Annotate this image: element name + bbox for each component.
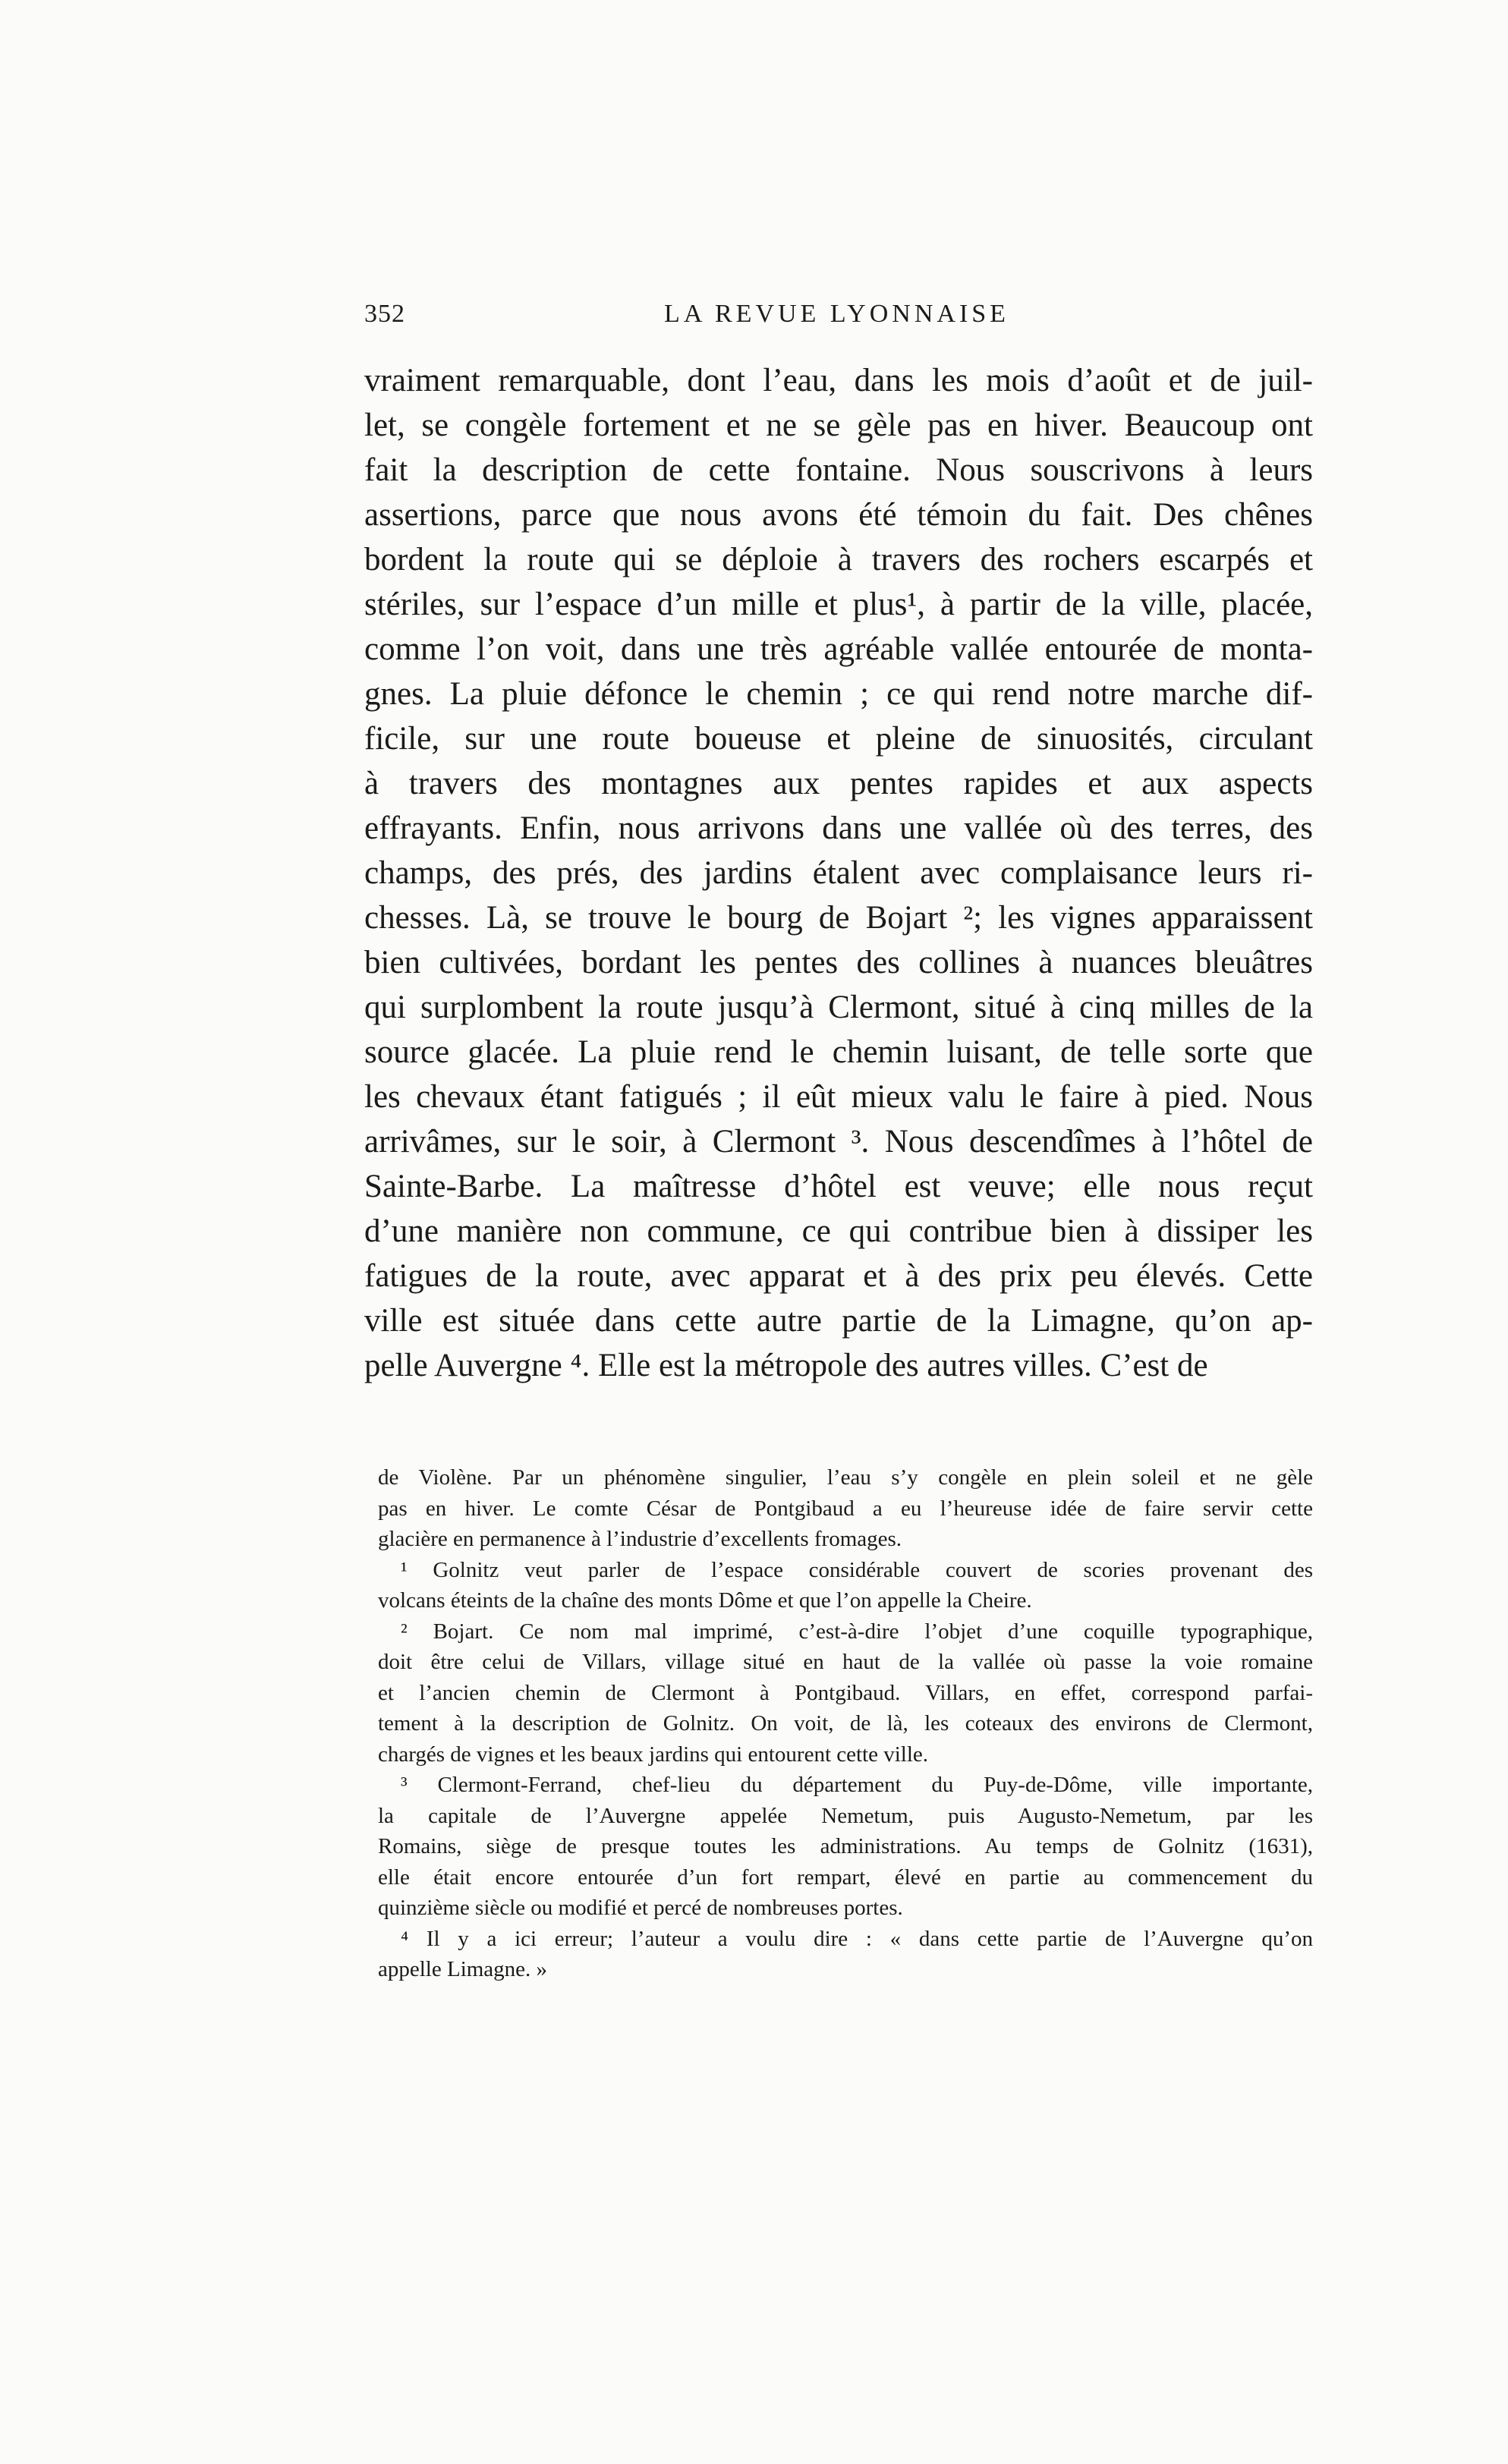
body-line: effrayants. Enfin, nous arrivons dans une vallée où des terres, des [364, 810, 1313, 846]
body-line: fatigues de la route, avec apparat et à des prix peu élevés. Cette [364, 1258, 1313, 1294]
footnote-2-line: tement à la description de Golnitz. On voit, de là, les coteaux des environs de Clermont, [378, 1711, 1313, 1735]
body-line: let, se congèle fortement et ne se gèle pas en hiver. Beaucoup ont [364, 408, 1313, 443]
footnote-1-line: volcans éteints de la chaîne des monts Dôme et que l’on appelle la Cheire. [378, 1588, 1032, 1613]
footnote-line: glacière en permanence à l’industrie d’excellents fromages. [378, 1527, 902, 1551]
running-header [364, 300, 1309, 345]
body-line: gnes. La pluie défonce le chemin ; ce qui rend notre marche dif- [364, 676, 1313, 712]
footnote-3-line: la capitale de l’Auvergne appelée Nemetum, puis Augusto-Nemetum, par les [378, 1803, 1313, 1828]
footnote-3-line: ³ Clermont-Ferrand, chef-lieu du département du Puy-de-Dôme, ville importante, [401, 1773, 1313, 1797]
footnote-2-line: et l’ancien chemin de Clermont à Pontgibaud. Villars, en effet, correspond parfai- [378, 1680, 1313, 1705]
body-line: pelle Auvergne ⁴. Elle est la métropole des autres villes. C’est de [364, 1348, 1208, 1383]
footnotes [378, 1462, 1313, 1985]
page-number: 352 [364, 300, 405, 328]
body-line: assertions, parce que nous avons été témoin du fait. Des chênes [364, 497, 1313, 533]
footnote-3-line: quinzième siècle ou modifié et percé de nombreuses portes. [378, 1896, 903, 1920]
body-line: les chevaux étant fatigués ; il eût mieux valu le faire à pied. Nous [364, 1079, 1313, 1115]
body-line: comme l’on voit, dans une très agréable vallée entourée de monta- [364, 631, 1313, 667]
footnote-1-line: ¹ Golnitz veut parler de l’espace considérable couvert de scories provenant des [401, 1557, 1313, 1582]
body-line: arrivâmes, sur le soir, à Clermont ³. Nous descendîmes à l’hôtel de [364, 1124, 1313, 1160]
body-line: à travers des montagnes aux pentes rapides et aux aspects [364, 766, 1313, 801]
footnote-3-line: Romains, siège de presque toutes les administrations. Au temps de Golnitz (1631), [378, 1834, 1313, 1858]
body-line: ville est située dans cette autre partie de la Limagne, qu’on ap- [364, 1303, 1313, 1339]
footnote-2-line: ² Bojart. Ce nom mal imprimé, c’est-à-dire l’objet d’une coquille typographique, [401, 1619, 1313, 1644]
body-line: qui surplombent la route jusqu’à Clermont, situé à cinq milles de la [364, 990, 1313, 1025]
body-line: chesses. Là, se trouve le bourg de Bojart ²; les vignes apparaissent [364, 900, 1313, 936]
body-line: source glacée. La pluie rend le chemin luisant, de telle sorte que [364, 1034, 1313, 1070]
body-line: stériles, sur l’espace d’un mille et plus¹, à partir de la ville, placée, [364, 587, 1313, 622]
body-line: ficile, sur une route boueuse et pleine de sinuosités, circulant [364, 721, 1313, 757]
body-text [364, 358, 1313, 1388]
body-line: d’une manière non commune, ce qui contribue bien à dissiper les [364, 1213, 1313, 1249]
footnote-4-line: appelle Limagne. » [378, 1957, 548, 1981]
body-line: bordent la route qui se déploie à travers des rochers escarpés et [364, 542, 1313, 577]
running-title: LA REVUE LYONNAISE [664, 300, 1009, 328]
footnote-line: de Violène. Par un phénomène singulier, l’eau s’y congèle en plein soleil et ne gèle [378, 1465, 1313, 1490]
footnote-2-line: doit être celui de Villars, village situé en haut de la vallée où passe la voie romaine [378, 1650, 1313, 1674]
footnote-2-line: chargés de vignes et les beaux jardins qui entourent cette ville. [378, 1742, 929, 1767]
footnote-line: pas en hiver. Le comte César de Pontgibaud a eu l’heureuse idée de faire servir cette [378, 1496, 1313, 1521]
body-line: champs, des prés, des jardins étalent avec complaisance leurs ri- [364, 855, 1313, 891]
body-line: Sainte-Barbe. La maîtresse d’hôtel est veuve; elle nous reçut [364, 1169, 1313, 1204]
footnote-4-line: ⁴ Il y a ici erreur; l’auteur a voulu dire : « dans cette partie de l’Auvergne qu’on [401, 1926, 1313, 1951]
footnote-3-line: elle était encore entourée d’un fort rempart, élevé en partie au commencement du [378, 1865, 1313, 1890]
body-line: fait la description de cette fontaine. Nous souscrivons à leurs [364, 452, 1313, 488]
body-line: vraiment remarquable, dont l’eau, dans les mois d’août et de juil- [364, 363, 1313, 398]
body-line: bien cultivées, bordant les pentes des collines à nuances bleuâtres [364, 945, 1313, 980]
